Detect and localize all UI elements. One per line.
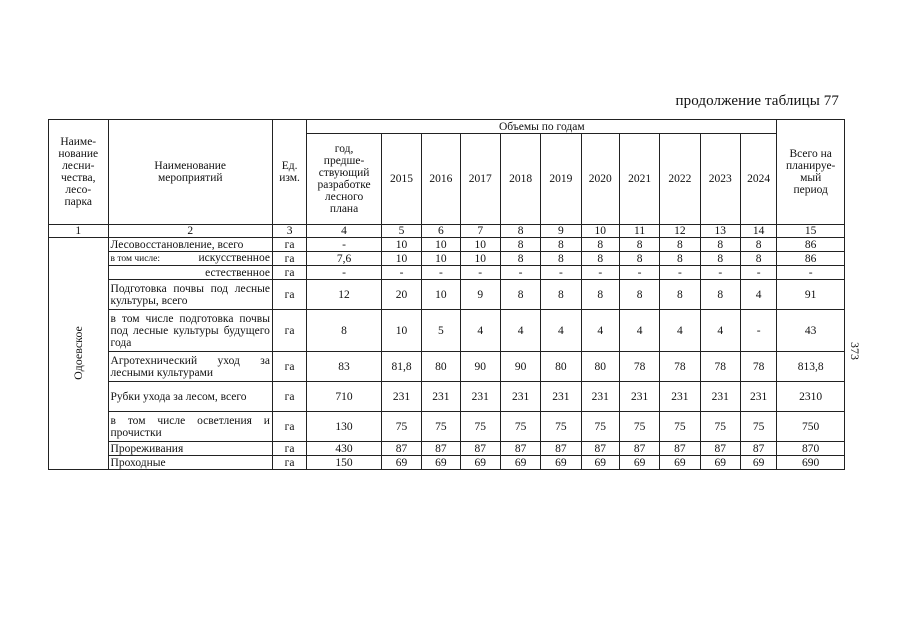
year-value-2016: 10 [422,252,460,266]
measure-name: естественное [108,266,272,280]
year-value-2019: 75 [541,412,581,442]
total-cell: 91 [777,280,845,310]
year-value-2024: 4 [740,280,776,310]
total-cell: 750 [777,412,845,442]
unit-cell: га [272,412,306,442]
year-value-2023: 78 [700,352,740,382]
column-number-9: 9 [541,225,581,238]
table-row [49,442,845,456]
year-value-2020: 80 [581,352,619,382]
column-number-1: 1 [49,225,109,238]
year-value-2019: 87 [541,442,581,456]
year-value-2018: 8 [500,280,540,310]
total-cell: 43 [777,310,845,352]
measure-name: Проходные [108,456,272,470]
total-cell: 2310 [777,382,845,412]
year-value-2019: 4 [541,310,581,352]
measure-name-prefix: в том числе: [110,254,161,264]
year-value-2023: - [700,266,740,280]
measure-name [108,252,272,266]
year-value-2018: 69 [500,456,540,470]
year-value-2019: 8 [541,252,581,266]
year-value-2021: 87 [619,442,659,456]
year-value-2016: 69 [422,456,460,470]
year-value-2016: 5 [422,310,460,352]
year-value-2019: 231 [541,382,581,412]
table-row [49,310,845,352]
year-value-2015: 10 [381,238,421,252]
year-value-2024: 87 [740,442,776,456]
year-value-2017: 75 [460,412,500,442]
year-value-2018: 8 [500,238,540,252]
unit-cell: га [272,280,306,310]
year-value-2020: 75 [581,412,619,442]
year-value-2023: 75 [700,412,740,442]
header-total: Всего на планируе- мый период [777,120,845,225]
year-value-2016: 87 [422,442,460,456]
year-value-2018: 8 [500,252,540,266]
prev-year-cell: 12 [307,280,382,310]
year-value-2018: 75 [500,412,540,442]
year-value-2022: 78 [660,352,700,382]
year-value-2017: 4 [460,310,500,352]
header-year-2017: 2017 [460,134,500,225]
year-value-2020: 8 [581,252,619,266]
unit-cell: га [272,352,306,382]
year-value-2020: 69 [581,456,619,470]
unit-cell: га [272,310,306,352]
total-cell: 86 [777,238,845,252]
header-year-2019: 2019 [541,134,581,225]
year-value-2015: - [381,266,421,280]
year-value-2020: 87 [581,442,619,456]
year-value-2015: 69 [381,456,421,470]
table-caption: продолжение таблицы 77 [675,93,839,109]
year-value-2019: 80 [541,352,581,382]
year-value-2021: 78 [619,352,659,382]
year-value-2015: 10 [381,310,421,352]
table-row [49,238,845,252]
year-value-2017: 87 [460,442,500,456]
measure-name: Прореживания [108,442,272,456]
column-number-2: 2 [108,225,272,238]
page-number: 373 [848,342,862,360]
year-value-2015: 81,8 [381,352,421,382]
year-value-2015: 20 [381,280,421,310]
year-value-2019: - [541,266,581,280]
column-number-3: 3 [272,225,306,238]
header-year-2015: 2015 [381,134,421,225]
table-row [49,382,845,412]
year-value-2022: 4 [660,310,700,352]
total-cell: - [777,266,845,280]
prev-year-cell: 430 [307,442,382,456]
year-value-2016: 80 [422,352,460,382]
table-row [49,456,845,470]
forest-measures-table [48,119,845,470]
year-value-2021: 69 [619,456,659,470]
year-value-2023: 4 [700,310,740,352]
year-value-2022: - [660,266,700,280]
year-value-2017: 10 [460,252,500,266]
year-value-2022: 231 [660,382,700,412]
total-cell: 690 [777,456,845,470]
year-value-2024: 8 [740,252,776,266]
year-value-2021: 8 [619,280,659,310]
year-value-2020: - [581,266,619,280]
year-value-2017: 90 [460,352,500,382]
year-value-2020: 231 [581,382,619,412]
measure-name: в том числе подготовка почвы под лесные культуры будущего года [108,310,272,352]
year-value-2017: 10 [460,238,500,252]
year-value-2021: 75 [619,412,659,442]
year-value-2018: 4 [500,310,540,352]
unit-cell: га [272,252,306,266]
year-value-2018: 87 [500,442,540,456]
prev-year-cell: 7,6 [307,252,382,266]
header-measure: Наименование мероприятий [108,120,272,225]
prev-year-cell: 710 [307,382,382,412]
header-year-2021: 2021 [619,134,659,225]
header-prev-year: год, предше- ствующий разработке лесного плана [307,134,382,225]
year-value-2024: 8 [740,238,776,252]
year-value-2015: 87 [381,442,421,456]
column-number-5: 5 [381,225,421,238]
year-value-2016: 231 [422,382,460,412]
column-number-13: 13 [700,225,740,238]
year-value-2019: 69 [541,456,581,470]
unit-cell: га [272,266,306,280]
header-volumes-by-year: Объемы по годам [307,120,777,134]
unit-cell: га [272,382,306,412]
year-value-2016: 75 [422,412,460,442]
header-forestry: Наиме- нование лесни- чества, лесо- парка [49,120,109,225]
year-value-2021: 4 [619,310,659,352]
header-year-2024: 2024 [740,134,776,225]
year-value-2024: 231 [740,382,776,412]
table-row [49,352,845,382]
year-value-2017: 69 [460,456,500,470]
year-value-2023: 231 [700,382,740,412]
header-year-2020: 2020 [581,134,619,225]
total-cell: 813,8 [777,352,845,382]
year-value-2021: 8 [619,238,659,252]
year-value-2017: 9 [460,280,500,310]
year-value-2015: 231 [381,382,421,412]
year-value-2022: 87 [660,442,700,456]
measure-name-suffix: искусственное [198,252,270,264]
year-value-2020: 8 [581,280,619,310]
header-year-2023: 2023 [700,134,740,225]
year-value-2024: 78 [740,352,776,382]
year-value-2016: - [422,266,460,280]
prev-year-cell: 150 [307,456,382,470]
year-value-2021: 8 [619,252,659,266]
year-value-2023: 8 [700,280,740,310]
column-number-12: 12 [660,225,700,238]
year-value-2019: 8 [541,280,581,310]
year-value-2023: 8 [700,238,740,252]
table-row [49,252,845,266]
year-value-2015: 75 [381,412,421,442]
year-value-2022: 75 [660,412,700,442]
header-unit: Ед. изм. [272,120,306,225]
year-value-2020: 8 [581,238,619,252]
year-value-2018: 90 [500,352,540,382]
column-number-4: 4 [307,225,382,238]
year-value-2022: 8 [660,252,700,266]
header-year-2018: 2018 [500,134,540,225]
year-value-2022: 69 [660,456,700,470]
year-value-2023: 69 [700,456,740,470]
year-value-2018: - [500,266,540,280]
measure-name: Агротехнический уход за лесными культурами [108,352,272,382]
column-number-7: 7 [460,225,500,238]
year-value-2021: - [619,266,659,280]
year-value-2017: 231 [460,382,500,412]
measure-name: Подготовка почвы под лесные культуры, всего [108,280,272,310]
header-year-2022: 2022 [660,134,700,225]
year-value-2024: 75 [740,412,776,442]
column-number-11: 11 [619,225,659,238]
unit-cell: га [272,442,306,456]
prev-year-cell: 8 [307,310,382,352]
prev-year-cell: 83 [307,352,382,382]
header-year-2016: 2016 [422,134,460,225]
year-value-2023: 87 [700,442,740,456]
prev-year-cell: - [307,238,382,252]
column-number-10: 10 [581,225,619,238]
year-value-2022: 8 [660,238,700,252]
year-value-2024: - [740,266,776,280]
column-number-8: 8 [500,225,540,238]
forestry-name-text: Одоевское [71,326,86,380]
year-value-2023: 8 [700,252,740,266]
year-value-2018: 231 [500,382,540,412]
column-number-15: 15 [777,225,845,238]
year-value-2021: 231 [619,382,659,412]
year-value-2019: 8 [541,238,581,252]
year-value-2015: 10 [381,252,421,266]
year-value-2016: 10 [422,238,460,252]
measure-name: в том числе осветления и прочистки [108,412,272,442]
table-row [49,412,845,442]
year-value-2016: 10 [422,280,460,310]
prev-year-cell: 130 [307,412,382,442]
year-value-2020: 4 [581,310,619,352]
unit-cell: га [272,456,306,470]
table-row [49,280,845,310]
year-value-2022: 8 [660,280,700,310]
measure-name: Лесовосстановление, всего [108,238,272,252]
measure-name: Рубки ухода за лесом, всего [108,382,272,412]
unit-cell: га [272,238,306,252]
column-number-6: 6 [422,225,460,238]
total-cell: 870 [777,442,845,456]
prev-year-cell: - [307,266,382,280]
total-cell: 86 [777,252,845,266]
year-value-2024: 69 [740,456,776,470]
forestry-name [49,238,109,470]
column-number-14: 14 [740,225,776,238]
table-row [49,266,845,280]
year-value-2024: - [740,310,776,352]
year-value-2017: - [460,266,500,280]
